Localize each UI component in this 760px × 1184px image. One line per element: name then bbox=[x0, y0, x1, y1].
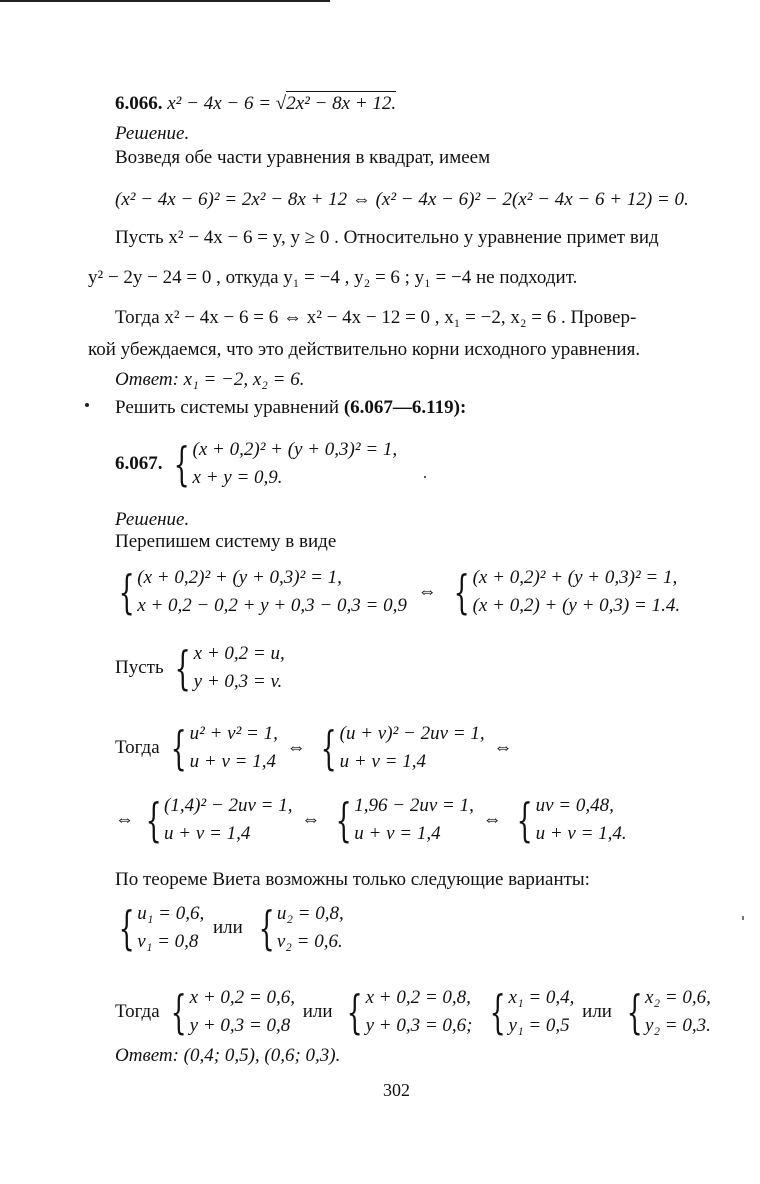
or-word: или bbox=[212, 917, 243, 938]
system-row: 1,96 − 2uv = 1, bbox=[354, 795, 474, 816]
brace-icon: { bbox=[174, 641, 192, 695]
equation-system bbox=[620, 984, 711, 1040]
equivalence-sign: ⇔ bbox=[417, 581, 437, 602]
final-systems bbox=[115, 984, 711, 1040]
answer-line bbox=[115, 1044, 340, 1068]
paragraph: кой убеждаемся, что это действительно корни исходного уравнения. bbox=[88, 339, 641, 360]
brace-icon: { bbox=[320, 721, 338, 775]
system-row: x + 0,2 = 0,6, bbox=[189, 987, 295, 1008]
system-row: x + 0,2 = u, bbox=[193, 643, 285, 664]
equation-line: (x² − 4x − 6)² = 2x² − 8x + 12 ⇔ (x² − 4x − 6)² − 2(x² − 4x − 6 + 12) = 0. bbox=[115, 189, 689, 210]
brace-icon: { bbox=[489, 985, 506, 1039]
page-number: 302 bbox=[383, 1080, 410, 1100]
answer-value: x₁ = −2, x₂ = 6. bbox=[183, 369, 305, 390]
answer-line bbox=[115, 368, 304, 392]
equation-system bbox=[112, 564, 407, 620]
equation-system bbox=[252, 900, 344, 956]
brace-icon: { bbox=[173, 437, 190, 491]
brace-icon: { bbox=[170, 985, 188, 1039]
margin-mark bbox=[85, 403, 89, 407]
equivalence-sign: ⇔ bbox=[301, 809, 321, 830]
paragraph: Тогда x² − 4x − 6 = 6 ⇔ x² − 4x − 12 = 0 , x₁ = −2, x₂ = 6 . Провер- bbox=[115, 307, 637, 328]
paragraph: y² − 2y − 24 = 0 , откуда y₁ = −4 , y₂ = 6 ; y₁ = −4 не подходит. bbox=[88, 267, 578, 288]
problem-number: 6.066. bbox=[115, 93, 163, 114]
brace-icon: { bbox=[118, 901, 135, 955]
brace-icon: { bbox=[145, 793, 162, 847]
brace-icon: { bbox=[516, 793, 534, 847]
equation-system bbox=[167, 436, 397, 492]
system-row: (x + 0,2)² + (y + 0,3)² = 1, bbox=[137, 567, 342, 588]
system-row: u₁ = 0,6, bbox=[137, 903, 205, 924]
or-word: или bbox=[582, 1001, 612, 1022]
solution-label: Решение. bbox=[115, 123, 190, 144]
system-row: v₂ = 0,6. bbox=[276, 931, 343, 952]
system-row: (x + 0,2)² + (y + 0,3)² = 1, bbox=[472, 567, 678, 588]
system-row: x₁ = 0,4, bbox=[508, 987, 575, 1008]
system-row: (x + 0,2) + (y + 0,3) = 1.4. bbox=[472, 595, 681, 616]
system-row: y + 0,3 = 0,8 bbox=[189, 1015, 291, 1036]
equation-system bbox=[447, 564, 680, 620]
system-row: x + 0,2 − 0,2 + y + 0,3 − 0,3 = 0,9 bbox=[137, 595, 407, 616]
section-heading bbox=[115, 396, 466, 420]
system-row: (x + 0,2)² + (y + 0,3)² = 1, bbox=[192, 439, 398, 460]
equation-system bbox=[168, 640, 284, 696]
system-row: v₁ = 0,8 bbox=[137, 931, 199, 952]
answer-label: Ответ: bbox=[115, 1045, 179, 1066]
problem-number: 6.067. bbox=[115, 453, 163, 474]
equation-system bbox=[340, 984, 472, 1040]
equivalence-sign: ⇔ bbox=[286, 737, 306, 758]
transform-step-1 bbox=[115, 720, 512, 776]
equation-system bbox=[164, 984, 295, 1040]
equation-system bbox=[510, 792, 626, 848]
speck bbox=[742, 916, 744, 920]
transform-step-2 bbox=[115, 792, 627, 848]
system-row: uv = 0,48, bbox=[535, 795, 614, 816]
system-row: y₁ = 0,5 bbox=[508, 1015, 570, 1036]
system-row: u + v = 1,4 bbox=[189, 751, 276, 772]
system-row: y + 0,3 = 0,6; bbox=[365, 1015, 473, 1036]
system-row: (u + v)² − 2uv = 1, bbox=[339, 723, 485, 744]
problem-066-statement bbox=[115, 92, 396, 116]
system-row: u + v = 1,4. bbox=[535, 823, 627, 844]
brace-icon: { bbox=[335, 793, 352, 847]
or-word: или bbox=[302, 1001, 333, 1022]
equivalence-sign: ⇔ bbox=[115, 809, 134, 830]
equation-rhs: 2x² − 8x + 12. bbox=[286, 93, 397, 114]
then-label: Тогда bbox=[115, 737, 160, 758]
equation-lhs: x² − 4x − 6 = bbox=[167, 93, 272, 114]
equation-system bbox=[329, 792, 474, 848]
system-row: u² + v² = 1, bbox=[189, 723, 278, 744]
let-label: Пусть bbox=[115, 657, 164, 678]
system-row: y₂ = 0,3. bbox=[645, 1015, 711, 1036]
section-heading-text: Решить системы уравнений bbox=[115, 397, 344, 418]
paragraph: Возведя обе части уравнения в квадрат, имеем bbox=[115, 147, 491, 168]
equation-system bbox=[112, 900, 204, 956]
brace-icon: { bbox=[258, 901, 275, 955]
equivalence-sign: ⇔ bbox=[482, 809, 502, 830]
equation-system bbox=[139, 792, 293, 848]
brace-icon: { bbox=[626, 985, 643, 1039]
sqrt-sign: √ bbox=[275, 93, 287, 114]
equation-system bbox=[314, 720, 484, 776]
speck bbox=[424, 476, 426, 478]
top-rule bbox=[0, 0, 330, 2]
equivalence-sign: ⇔ bbox=[493, 737, 513, 758]
system-row: x₂ = 0,6, bbox=[645, 987, 711, 1008]
vieta-variants bbox=[112, 900, 344, 956]
answer-label: Ответ: bbox=[115, 369, 179, 390]
system-row: u₂ = 0,8, bbox=[276, 903, 344, 924]
solution-label: Решение. bbox=[115, 509, 190, 530]
equation-system bbox=[483, 984, 574, 1040]
system-row: x + 0,2 = 0,8, bbox=[365, 987, 471, 1008]
brace-icon: { bbox=[118, 565, 135, 619]
paragraph: По теореме Виета возможны только следующие варианты: bbox=[115, 869, 590, 890]
answer-value: (0,4; 0,5), (0,6; 0,3). bbox=[183, 1045, 341, 1066]
system-row: y + 0,3 = v. bbox=[193, 671, 283, 692]
brace-icon: { bbox=[453, 565, 471, 619]
system-rewritten bbox=[112, 564, 680, 620]
equation-system bbox=[164, 720, 278, 776]
system-row: u + v = 1,4 bbox=[339, 751, 426, 772]
system-row: u + v = 1,4 bbox=[354, 823, 441, 844]
brace-icon: { bbox=[346, 985, 364, 1039]
system-row: u + v = 1,4 bbox=[164, 823, 251, 844]
system-row: (1,4)² − 2uv = 1, bbox=[164, 795, 293, 816]
substitution bbox=[115, 640, 285, 696]
paragraph: Пусть x² − 4x − 6 = y, y ≥ 0 . Относительно y уравнение примет вид bbox=[115, 227, 659, 248]
section-heading-range: (6.067—6.119): bbox=[343, 397, 467, 418]
brace-icon: { bbox=[170, 721, 188, 775]
then-label: Тогда bbox=[115, 1001, 160, 1022]
system-row: x + y = 0,9. bbox=[192, 467, 283, 488]
problem-067-statement bbox=[115, 436, 397, 492]
paragraph: Перепишем систему в виде bbox=[115, 531, 337, 552]
